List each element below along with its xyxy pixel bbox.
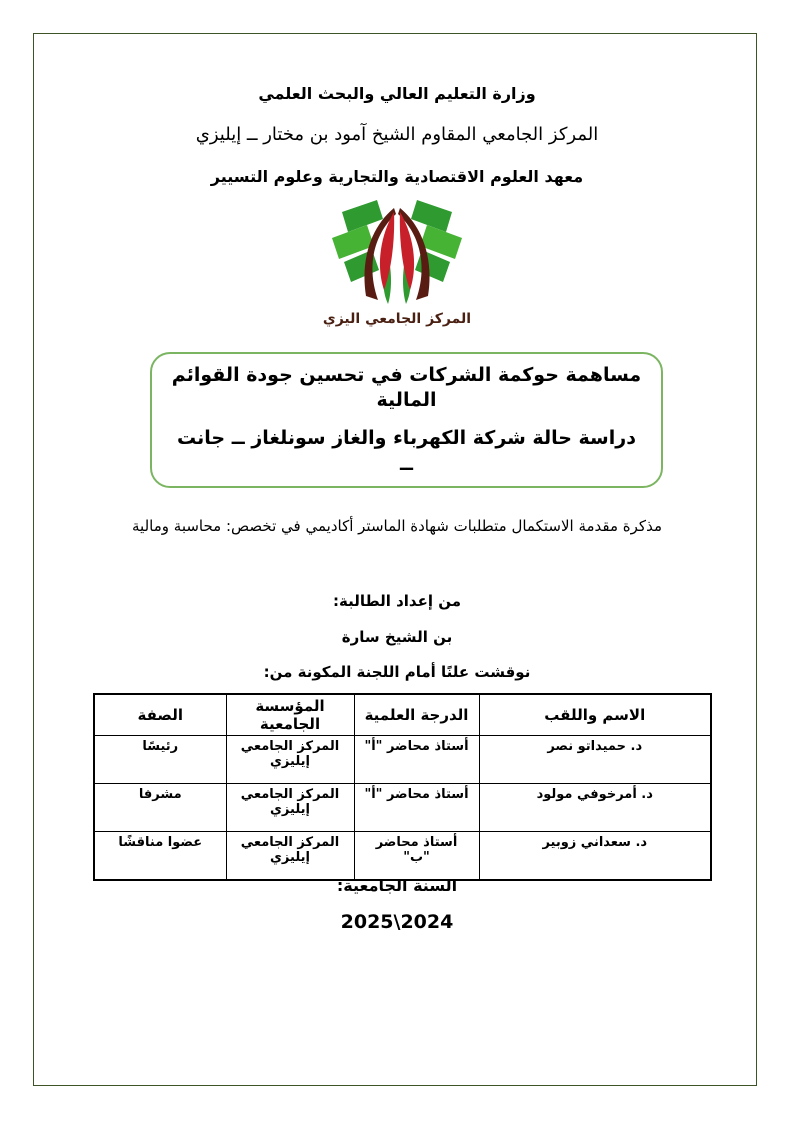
thesis-title-box — [150, 352, 663, 488]
thesis-title-case-study: دراسة حالة شركة الكهرباء والغاز سونلغاز ــ جانت ــ — [177, 427, 636, 475]
academic-year-label: السنة الجامعية: — [336, 876, 458, 895]
prepared-by-label: من إعداد الطالبة: — [333, 592, 461, 610]
member-role: مشرفا — [94, 784, 226, 832]
member-institution: المركز الجامعي إيليزي — [226, 736, 354, 784]
committee-row — [94, 784, 711, 832]
thesis-title-main: مساهمة حوكمة الشركات في تحسين جودة القوائم المالية — [171, 363, 642, 412]
member-role: رئيسًا — [94, 736, 226, 784]
institute-line: معهد العلوم الاقتصادية والتجارية وعلوم التسيير — [210, 167, 584, 186]
committee-intro: نوقشت علنًا أمام اللجنة المكونة من: — [263, 663, 531, 681]
university-center-line: المركز الجامعي المقاوم الشيخ آمود بن مختار ــ إيليزي — [195, 124, 599, 145]
university-logo — [322, 196, 472, 332]
member-name: د. أمرخوفي مولود — [479, 784, 711, 832]
ministry-line: وزارة التعليم العالي والبحث العلمي — [258, 84, 536, 103]
student-name: بن الشيخ سارة — [341, 628, 453, 646]
academic-year-number: 2025\2024 — [340, 911, 454, 933]
committee-row — [94, 736, 711, 784]
member-degree: أستاذ محاضر "أ" — [354, 736, 479, 784]
member-institution: المركز الجامعي إيليزي — [226, 784, 354, 832]
committee-row — [94, 832, 711, 881]
member-degree: أستاذ محاضر "ب" — [354, 832, 479, 881]
member-name: د. سعداني زوبير — [479, 832, 711, 881]
degree-requirement-line: مذكرة مقدمة الاستكمال متطلبات شهادة الماستر أكاديمي في تخصص: محاسبة ومالية — [132, 517, 662, 535]
university-logo-graphic — [322, 196, 472, 332]
committee-table — [93, 693, 712, 881]
header-role: الصفة — [94, 694, 226, 736]
header-degree: الدرجة العلمية — [354, 694, 479, 736]
member-role: عضوا مناقشًا — [94, 832, 226, 881]
member-institution: المركز الجامعي إيليزي — [226, 832, 354, 881]
header-name: الاسم واللقب — [479, 694, 711, 736]
member-degree: أستاذ محاضر "أ" — [354, 784, 479, 832]
header-institution: المؤسسة الجامعية — [226, 694, 354, 736]
member-name: د. حميداتو نصر — [479, 736, 711, 784]
academic-year-value — [0, 911, 794, 933]
logo-caption: المركز الجامعي اليزي — [322, 311, 472, 327]
committee-table-header-row — [94, 694, 711, 736]
